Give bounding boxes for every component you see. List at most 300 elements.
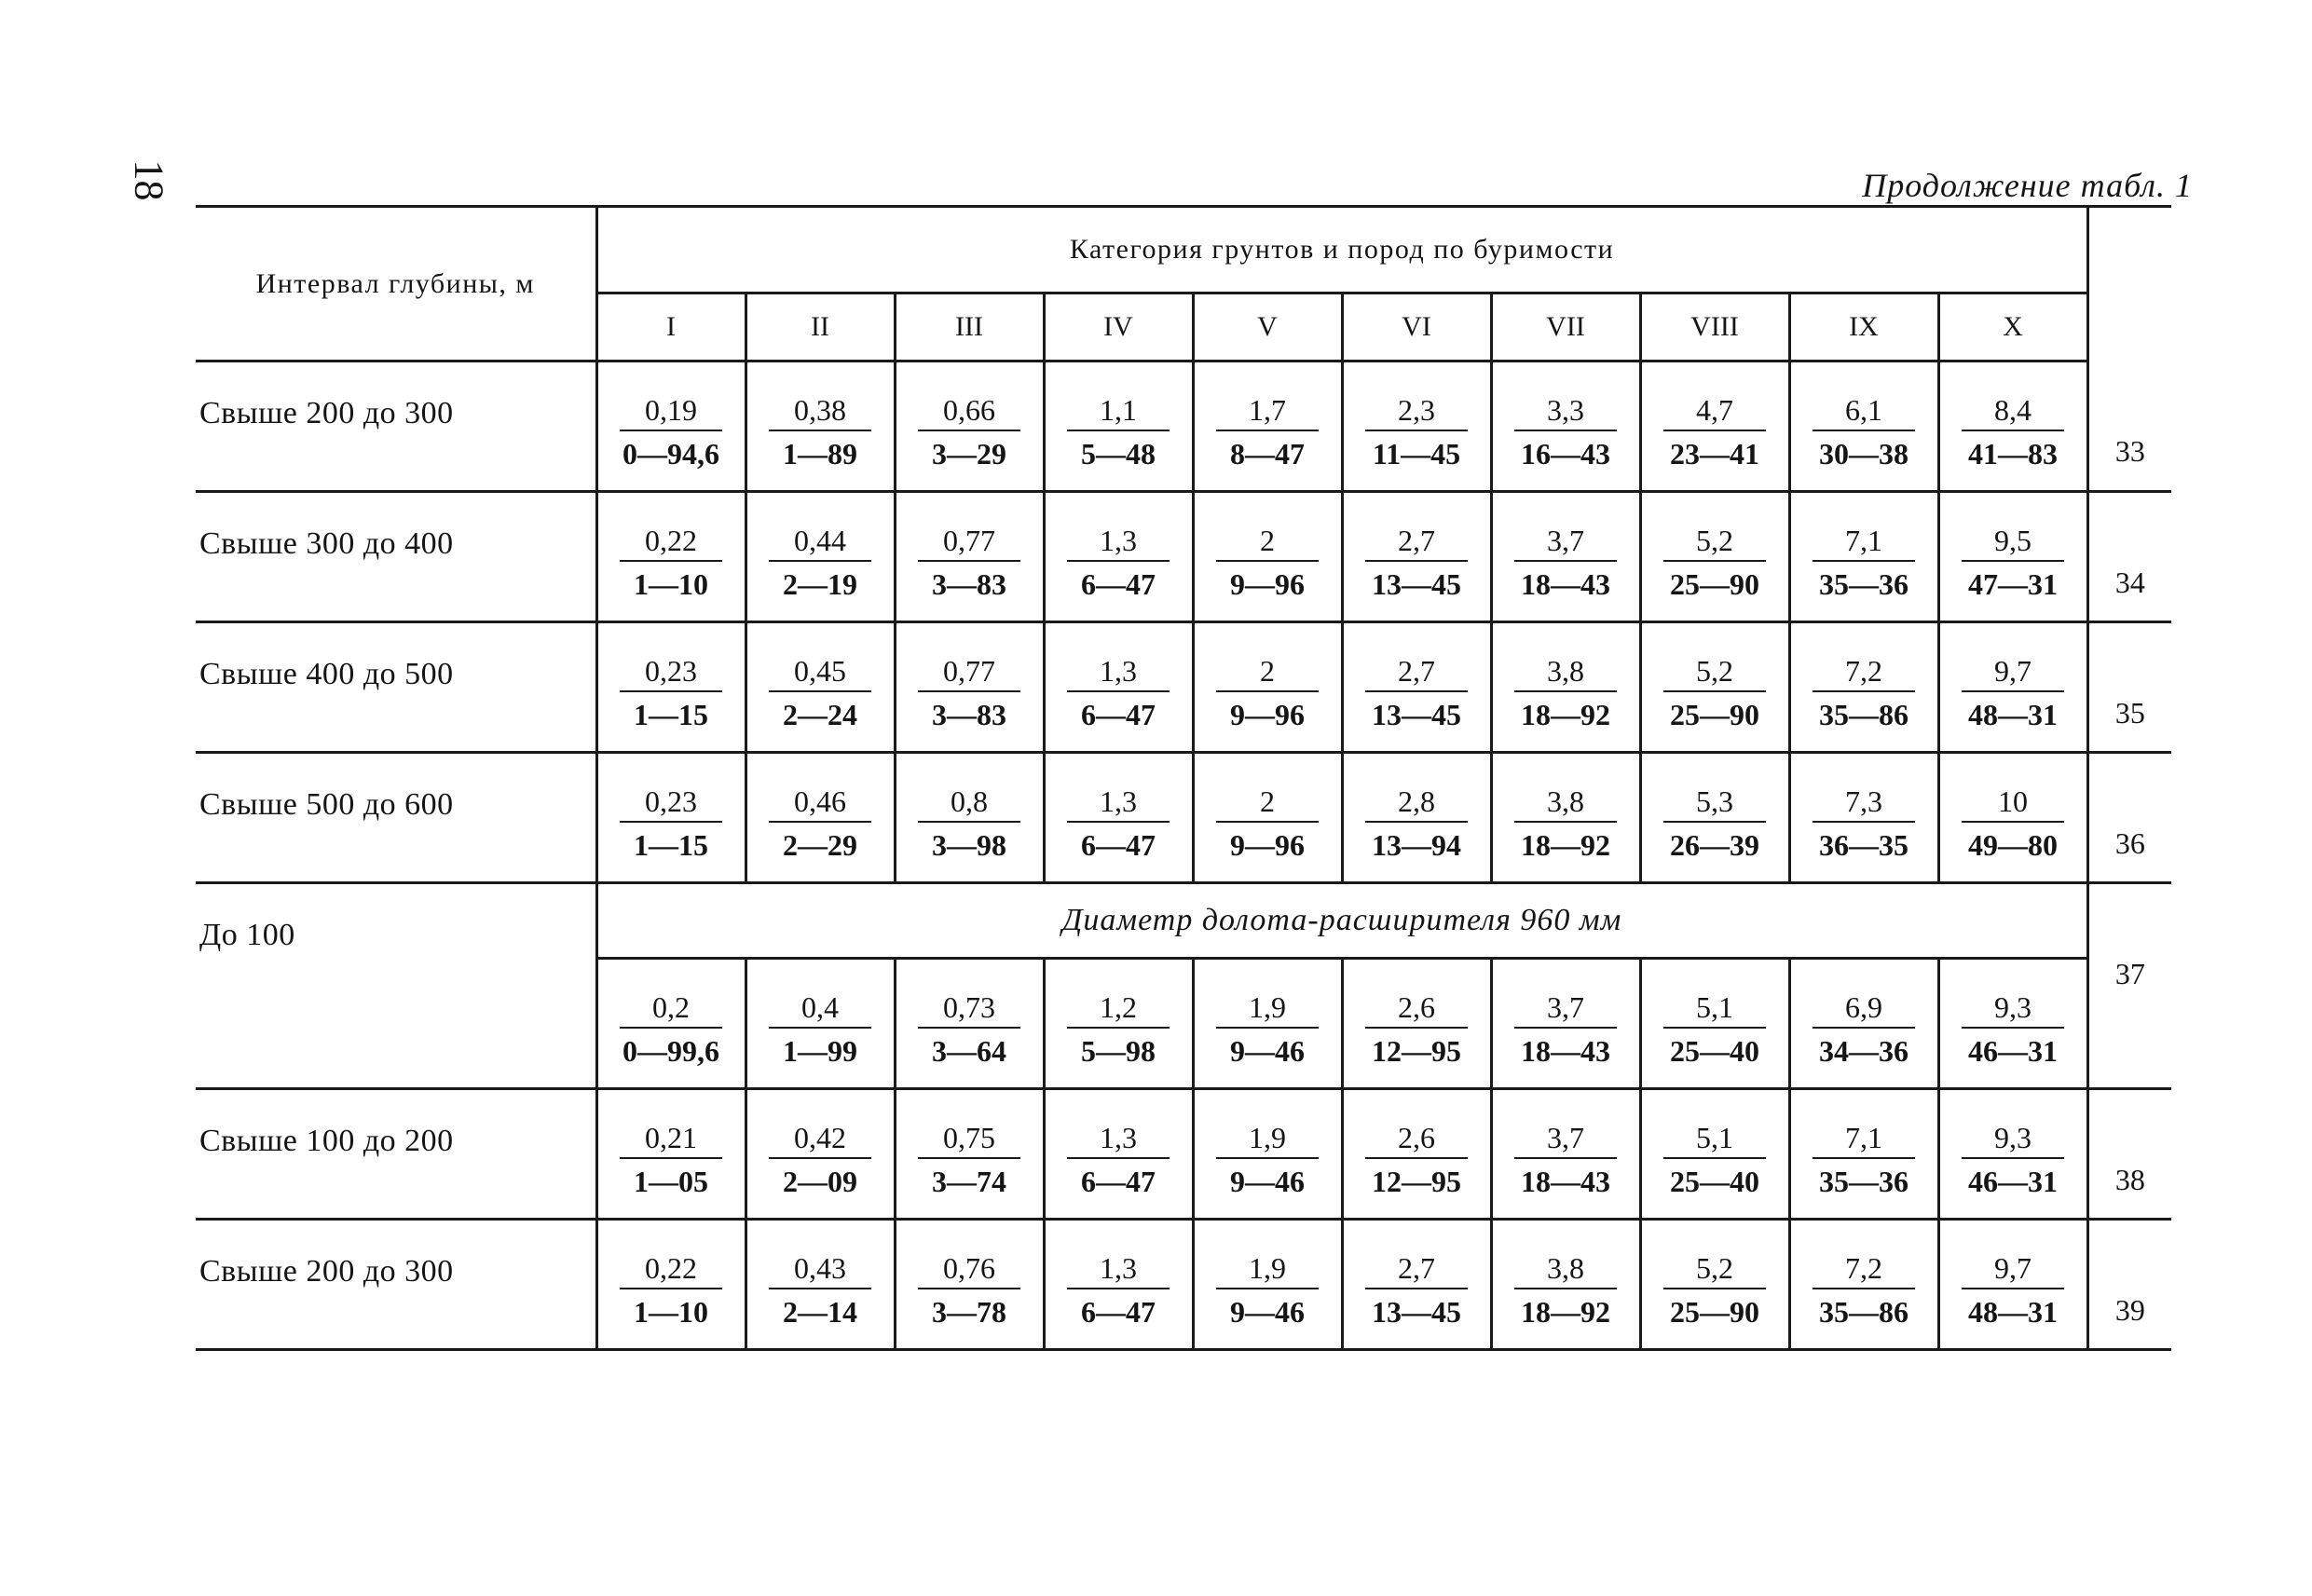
fraction-bottom: 6—47 bbox=[1081, 1165, 1156, 1198]
value-cell bbox=[1640, 753, 1789, 883]
fraction-top: 9,3 bbox=[1962, 989, 2064, 1029]
fraction-bottom: 9—96 bbox=[1230, 698, 1305, 731]
value-cell bbox=[1193, 1220, 1342, 1350]
fraction-top: 8,4 bbox=[1962, 392, 2064, 431]
value-cell bbox=[1640, 492, 1789, 622]
fraction bbox=[1813, 1250, 1915, 1332]
fraction-bottom: 1—89 bbox=[783, 437, 857, 471]
fraction bbox=[918, 989, 1020, 1071]
value-cell bbox=[746, 1089, 895, 1220]
fraction bbox=[1067, 1120, 1170, 1202]
fraction bbox=[918, 653, 1020, 735]
value-cell bbox=[746, 492, 895, 622]
fraction bbox=[1067, 653, 1170, 735]
value-cell bbox=[1491, 622, 1640, 753]
fraction-bottom: 3—78 bbox=[932, 1295, 1006, 1329]
value-cell bbox=[596, 1220, 746, 1350]
fraction-top: 1,7 bbox=[1216, 392, 1319, 431]
value-cell bbox=[596, 622, 746, 753]
fraction bbox=[1962, 1120, 2064, 1202]
value-cell bbox=[1938, 1089, 2087, 1220]
category-10: X bbox=[1938, 293, 2087, 361]
fraction-bottom: 48—31 bbox=[1968, 698, 2059, 731]
fraction bbox=[1514, 523, 1617, 605]
fraction-top: 0,77 bbox=[918, 523, 1020, 562]
fraction bbox=[918, 784, 1020, 866]
fraction-bottom: 8—47 bbox=[1230, 437, 1305, 471]
fraction-bottom: 49—80 bbox=[1968, 828, 2059, 862]
fraction-bottom: 18—92 bbox=[1521, 1295, 1610, 1329]
value-cell bbox=[1193, 1089, 1342, 1220]
fraction-top: 10 bbox=[1962, 784, 2064, 823]
fraction bbox=[918, 523, 1020, 605]
value-cell bbox=[1193, 753, 1342, 883]
fraction bbox=[1216, 392, 1319, 474]
fraction-bottom: 2—19 bbox=[783, 567, 857, 601]
value-cell bbox=[1789, 959, 1938, 1089]
data-table bbox=[196, 205, 2171, 1351]
fraction-bottom: 18—43 bbox=[1521, 1034, 1610, 1068]
interval-cell: Свыше 500 до 600 bbox=[196, 753, 596, 883]
category-2: II bbox=[746, 293, 895, 361]
fraction-bottom: 9—96 bbox=[1230, 567, 1305, 601]
value-cell bbox=[596, 492, 746, 622]
fraction-top: 0,38 bbox=[769, 392, 871, 431]
value-cell bbox=[1044, 622, 1193, 753]
fraction-top: 3,8 bbox=[1514, 784, 1617, 823]
fraction-top: 5,1 bbox=[1663, 989, 1766, 1029]
fraction-top: 2,6 bbox=[1365, 989, 1468, 1029]
fraction bbox=[620, 989, 722, 1071]
fraction-bottom: 35—36 bbox=[1819, 567, 1908, 601]
fraction-bottom: 3—83 bbox=[932, 698, 1006, 731]
fraction-top: 5,2 bbox=[1663, 653, 1766, 692]
fraction-bottom: 34—36 bbox=[1819, 1034, 1908, 1068]
fraction bbox=[1216, 989, 1319, 1071]
fraction-bottom: 36—35 bbox=[1819, 828, 1908, 862]
fraction bbox=[769, 1250, 871, 1332]
fraction-top: 0,45 bbox=[769, 653, 871, 692]
fraction-top: 3,7 bbox=[1514, 1120, 1617, 1159]
row-number: 36 bbox=[2087, 753, 2171, 883]
fraction-top: 0,8 bbox=[918, 784, 1020, 823]
value-cell bbox=[895, 492, 1044, 622]
fraction bbox=[769, 989, 871, 1071]
value-cell bbox=[895, 959, 1044, 1089]
interval-cell: Свыше 200 до 300 bbox=[196, 1220, 596, 1350]
category-header: Категория грунтов и пород по буримости bbox=[596, 207, 2087, 293]
value-cell bbox=[1044, 753, 1193, 883]
value-cell bbox=[1491, 492, 1640, 622]
fraction-top: 1,3 bbox=[1067, 1250, 1170, 1289]
fraction-top: 6,1 bbox=[1813, 392, 1915, 431]
fraction-top: 4,7 bbox=[1663, 392, 1766, 431]
fraction-top: 0,22 bbox=[620, 1250, 722, 1289]
table-row bbox=[196, 753, 2171, 883]
value-cell bbox=[895, 1089, 1044, 1220]
fraction-top: 0,75 bbox=[918, 1120, 1020, 1159]
interval-cell: Свыше 200 до 300 bbox=[196, 361, 596, 492]
value-cell bbox=[746, 753, 895, 883]
value-cell bbox=[1342, 492, 1491, 622]
fraction-top: 2,7 bbox=[1365, 653, 1468, 692]
value-cell bbox=[1044, 361, 1193, 492]
fraction-bottom: 47—31 bbox=[1968, 567, 2059, 601]
fraction-top: 0,42 bbox=[769, 1120, 871, 1159]
fraction-top: 3,8 bbox=[1514, 653, 1617, 692]
fraction-top: 0,4 bbox=[769, 989, 871, 1029]
value-cell bbox=[1491, 1089, 1640, 1220]
fraction bbox=[620, 1120, 722, 1202]
fraction-bottom: 18—92 bbox=[1521, 828, 1610, 862]
value-cell bbox=[1491, 959, 1640, 1089]
fraction-bottom: 2—14 bbox=[783, 1295, 857, 1329]
fraction bbox=[769, 1120, 871, 1202]
fraction-top: 2 bbox=[1216, 653, 1319, 692]
fraction-bottom: 48—31 bbox=[1968, 1295, 2059, 1329]
fraction-top: 2,3 bbox=[1365, 392, 1468, 431]
fraction bbox=[769, 653, 871, 735]
row-number: 39 bbox=[2087, 1220, 2171, 1350]
value-cell bbox=[1193, 622, 1342, 753]
fraction bbox=[918, 392, 1020, 474]
fraction-bottom: 3—83 bbox=[932, 567, 1006, 601]
value-cell bbox=[1789, 361, 1938, 492]
fraction-top: 1,9 bbox=[1216, 1120, 1319, 1159]
fraction bbox=[1365, 784, 1468, 866]
value-cell bbox=[895, 753, 1044, 883]
fraction-top: 0,73 bbox=[918, 989, 1020, 1029]
continuation-label: Продолжение табл. 1 bbox=[1862, 167, 2193, 204]
fraction-bottom: 13—45 bbox=[1372, 567, 1461, 601]
fraction bbox=[620, 653, 722, 735]
fraction-bottom: 6—47 bbox=[1081, 828, 1156, 862]
fraction bbox=[1813, 392, 1915, 474]
fraction bbox=[1365, 989, 1468, 1071]
fraction bbox=[1067, 1250, 1170, 1332]
fraction-bottom: 1—15 bbox=[634, 698, 708, 731]
fraction-bottom: 9—46 bbox=[1230, 1165, 1305, 1198]
fraction bbox=[1813, 784, 1915, 866]
fraction bbox=[1663, 392, 1766, 474]
fraction-bottom: 0—94,6 bbox=[622, 437, 719, 471]
fraction-bottom: 13—45 bbox=[1372, 698, 1461, 731]
fraction bbox=[1962, 653, 2064, 735]
table-body bbox=[196, 361, 2171, 1350]
value-cell bbox=[1938, 1220, 2087, 1350]
fraction-top: 1,3 bbox=[1067, 653, 1170, 692]
fraction bbox=[918, 1120, 1020, 1202]
fraction bbox=[1514, 1250, 1617, 1332]
category-1: I bbox=[596, 293, 746, 361]
fraction-top: 7,1 bbox=[1813, 1120, 1915, 1159]
fraction-top: 2 bbox=[1216, 523, 1319, 562]
fraction-top: 1,2 bbox=[1067, 989, 1170, 1029]
fraction bbox=[1962, 392, 2064, 474]
fraction-bottom: 3—74 bbox=[932, 1165, 1006, 1198]
fraction bbox=[1813, 653, 1915, 735]
fraction-top: 6,9 bbox=[1813, 989, 1915, 1029]
fraction-top: 3,7 bbox=[1514, 989, 1617, 1029]
fraction-bottom: 12—95 bbox=[1372, 1034, 1461, 1068]
value-cell bbox=[1938, 622, 2087, 753]
fraction bbox=[1962, 523, 2064, 605]
fraction-bottom: 6—47 bbox=[1081, 567, 1156, 601]
value-cell bbox=[1044, 959, 1193, 1089]
table-row bbox=[196, 622, 2171, 753]
interval-cell: Свыше 300 до 400 bbox=[196, 492, 596, 622]
value-cell bbox=[596, 753, 746, 883]
fraction-top: 5,2 bbox=[1663, 523, 1766, 562]
fraction bbox=[1813, 1120, 1915, 1202]
category-4: IV bbox=[1044, 293, 1193, 361]
value-cell bbox=[1640, 361, 1789, 492]
fraction-top: 1,9 bbox=[1216, 1250, 1319, 1289]
value-cell bbox=[1938, 959, 2087, 1089]
fraction-bottom: 25—90 bbox=[1670, 698, 1759, 731]
fraction-top: 0,46 bbox=[769, 784, 871, 823]
fraction-bottom: 5—48 bbox=[1081, 437, 1156, 471]
value-cell bbox=[1193, 959, 1342, 1089]
fraction-top: 7,1 bbox=[1813, 523, 1915, 562]
fraction bbox=[1216, 784, 1319, 866]
fraction bbox=[918, 1250, 1020, 1332]
fraction bbox=[1663, 1120, 1766, 1202]
fraction-bottom: 1—10 bbox=[634, 1295, 708, 1329]
page-number: 18 bbox=[126, 159, 172, 201]
fraction bbox=[620, 784, 722, 866]
fraction-bottom: 13—94 bbox=[1372, 828, 1461, 862]
fraction bbox=[1216, 1120, 1319, 1202]
value-cell bbox=[1640, 1089, 1789, 1220]
fraction-bottom: 35—86 bbox=[1819, 698, 1908, 731]
fraction bbox=[620, 523, 722, 605]
fraction-bottom: 9—46 bbox=[1230, 1034, 1305, 1068]
fraction-bottom: 1—15 bbox=[634, 828, 708, 862]
value-cell bbox=[1342, 622, 1491, 753]
value-cell bbox=[1193, 492, 1342, 622]
fraction-bottom: 16—43 bbox=[1521, 437, 1610, 471]
fraction bbox=[769, 784, 871, 866]
fraction-top: 2,7 bbox=[1365, 523, 1468, 562]
fraction bbox=[1514, 653, 1617, 735]
fraction-top: 0,2 bbox=[620, 989, 722, 1029]
fraction bbox=[1514, 784, 1617, 866]
value-cell bbox=[1789, 492, 1938, 622]
value-cell bbox=[746, 959, 895, 1089]
fraction-top: 0,66 bbox=[918, 392, 1020, 431]
fraction-bottom: 25—90 bbox=[1670, 1295, 1759, 1329]
value-cell bbox=[1044, 1089, 1193, 1220]
value-cell bbox=[1044, 492, 1193, 622]
value-cell bbox=[746, 1220, 895, 1350]
fraction-top: 2 bbox=[1216, 784, 1319, 823]
interval-cell: До 100 bbox=[196, 883, 596, 1089]
fraction bbox=[1813, 989, 1915, 1071]
fraction-bottom: 23—41 bbox=[1670, 437, 1759, 471]
fraction-top: 3,3 bbox=[1514, 392, 1617, 431]
value-cell bbox=[596, 1089, 746, 1220]
table-row bbox=[196, 361, 2171, 492]
fraction-top: 9,5 bbox=[1962, 523, 2064, 562]
fraction bbox=[769, 392, 871, 474]
fraction-bottom: 11—45 bbox=[1372, 437, 1461, 471]
fraction-top: 0,43 bbox=[769, 1250, 871, 1289]
category-8: VIII bbox=[1640, 293, 1789, 361]
fraction-bottom: 3—98 bbox=[932, 828, 1006, 862]
fraction bbox=[1365, 1250, 1468, 1332]
value-cell bbox=[1938, 492, 2087, 622]
fraction bbox=[1663, 653, 1766, 735]
fraction-bottom: 18—92 bbox=[1521, 698, 1610, 731]
value-cell bbox=[895, 622, 1044, 753]
fraction-top: 7,2 bbox=[1813, 1250, 1915, 1289]
value-cell bbox=[746, 361, 895, 492]
fraction-bottom: 26—39 bbox=[1670, 828, 1759, 862]
fraction-top: 2,7 bbox=[1365, 1250, 1468, 1289]
fraction bbox=[1216, 523, 1319, 605]
value-cell bbox=[1491, 1220, 1640, 1350]
fraction-top: 0,76 bbox=[918, 1250, 1020, 1289]
fraction-top: 5,3 bbox=[1663, 784, 1766, 823]
fraction-bottom: 18—43 bbox=[1521, 1165, 1610, 1198]
fraction-bottom: 2—29 bbox=[783, 828, 857, 862]
value-cell bbox=[1789, 1220, 1938, 1350]
fraction bbox=[1663, 523, 1766, 605]
fraction-top: 5,2 bbox=[1663, 1250, 1766, 1289]
fraction-bottom: 35—36 bbox=[1819, 1165, 1908, 1198]
interval-cell: Свыше 400 до 500 bbox=[196, 622, 596, 753]
value-cell bbox=[1938, 753, 2087, 883]
fraction-bottom: 41—83 bbox=[1968, 437, 2059, 471]
fraction-bottom: 1—10 bbox=[634, 567, 708, 601]
number-header bbox=[2087, 207, 2171, 361]
fraction-bottom: 18—43 bbox=[1521, 567, 1610, 601]
fraction-bottom: 3—64 bbox=[932, 1034, 1006, 1068]
category-5: V bbox=[1193, 293, 1342, 361]
fraction-top: 1,1 bbox=[1067, 392, 1170, 431]
fraction-top: 1,3 bbox=[1067, 784, 1170, 823]
fraction bbox=[1067, 392, 1170, 474]
fraction-bottom: 6—47 bbox=[1081, 1295, 1156, 1329]
value-cell bbox=[746, 622, 895, 753]
table-row bbox=[196, 492, 2171, 622]
fraction-top: 0,21 bbox=[620, 1120, 722, 1159]
value-cell bbox=[1640, 1220, 1789, 1350]
fraction-top: 3,8 bbox=[1514, 1250, 1617, 1289]
fraction-bottom: 9—96 bbox=[1230, 828, 1305, 862]
value-cell bbox=[1640, 622, 1789, 753]
value-cell bbox=[1640, 959, 1789, 1089]
fraction bbox=[1663, 784, 1766, 866]
fraction-bottom: 6—47 bbox=[1081, 698, 1156, 731]
fraction-bottom: 46—31 bbox=[1968, 1165, 2059, 1198]
value-cell bbox=[1342, 753, 1491, 883]
fraction-top: 9,7 bbox=[1962, 1250, 2064, 1289]
value-cell bbox=[1342, 1089, 1491, 1220]
fraction bbox=[1962, 989, 2064, 1071]
fraction-bottom: 12—95 bbox=[1372, 1165, 1461, 1198]
section-title-row bbox=[196, 883, 2171, 959]
category-7: VII bbox=[1491, 293, 1640, 361]
fraction-top: 1,3 bbox=[1067, 523, 1170, 562]
table-row bbox=[196, 1220, 2171, 1350]
fraction bbox=[1067, 989, 1170, 1071]
fraction-bottom: 35—86 bbox=[1819, 1295, 1908, 1329]
fraction-top: 7,3 bbox=[1813, 784, 1915, 823]
fraction bbox=[1663, 1250, 1766, 1332]
fraction-bottom: 46—31 bbox=[1968, 1034, 2059, 1068]
fraction bbox=[769, 523, 871, 605]
row-number: 35 bbox=[2087, 622, 2171, 753]
row-number: 38 bbox=[2087, 1089, 2171, 1220]
fraction-top: 0,23 bbox=[620, 653, 722, 692]
fraction-bottom: 2—24 bbox=[783, 698, 857, 731]
value-cell bbox=[1938, 361, 2087, 492]
value-cell bbox=[1342, 361, 1491, 492]
fraction-top: 1,3 bbox=[1067, 1120, 1170, 1159]
row-number: 34 bbox=[2087, 492, 2171, 622]
fraction-bottom: 1—05 bbox=[634, 1165, 708, 1198]
category-9: IX bbox=[1789, 293, 1938, 361]
fraction bbox=[620, 1250, 722, 1332]
interval-header: Интервал глубины, м bbox=[196, 207, 596, 361]
value-cell bbox=[596, 361, 746, 492]
category-6: VI bbox=[1342, 293, 1491, 361]
fraction bbox=[1067, 784, 1170, 866]
fraction-bottom: 25—90 bbox=[1670, 567, 1759, 601]
fraction-top: 1,9 bbox=[1216, 989, 1319, 1029]
fraction-top: 7,2 bbox=[1813, 653, 1915, 692]
fraction bbox=[1216, 653, 1319, 735]
value-cell bbox=[1044, 1220, 1193, 1350]
value-cell bbox=[1342, 1220, 1491, 1350]
fraction bbox=[1365, 523, 1468, 605]
fraction bbox=[1663, 989, 1766, 1071]
fraction-bottom: 3—29 bbox=[932, 437, 1006, 471]
fraction-bottom: 2—09 bbox=[783, 1165, 857, 1198]
value-cell bbox=[596, 959, 746, 1089]
fraction bbox=[1365, 392, 1468, 474]
row-number: 37 bbox=[2087, 883, 2171, 1089]
section2-title: Диаметр долота-расширителя 960 мм bbox=[596, 883, 2087, 959]
fraction-bottom: 25—40 bbox=[1670, 1034, 1759, 1068]
fraction-top: 0,77 bbox=[918, 653, 1020, 692]
table-row bbox=[196, 1089, 2171, 1220]
fraction bbox=[1514, 989, 1617, 1071]
fraction bbox=[620, 392, 722, 474]
fraction bbox=[1813, 523, 1915, 605]
fraction-top: 9,3 bbox=[1962, 1120, 2064, 1159]
fraction-top: 3,7 bbox=[1514, 523, 1617, 562]
fraction-bottom: 1—99 bbox=[783, 1034, 857, 1068]
fraction-top: 0,44 bbox=[769, 523, 871, 562]
fraction-top: 2,8 bbox=[1365, 784, 1468, 823]
fraction-top: 0,22 bbox=[620, 523, 722, 562]
fraction-bottom: 13—45 bbox=[1372, 1295, 1461, 1329]
fraction bbox=[1365, 653, 1468, 735]
fraction bbox=[1962, 784, 2064, 866]
fraction bbox=[1216, 1250, 1319, 1332]
fraction bbox=[1962, 1250, 2064, 1332]
fraction bbox=[1514, 1120, 1617, 1202]
row-number: 33 bbox=[2087, 361, 2171, 492]
interval-cell: Свыше 100 до 200 bbox=[196, 1089, 596, 1220]
fraction-top: 0,19 bbox=[620, 392, 722, 431]
value-cell bbox=[1789, 622, 1938, 753]
value-cell bbox=[1193, 361, 1342, 492]
fraction-top: 2,6 bbox=[1365, 1120, 1468, 1159]
